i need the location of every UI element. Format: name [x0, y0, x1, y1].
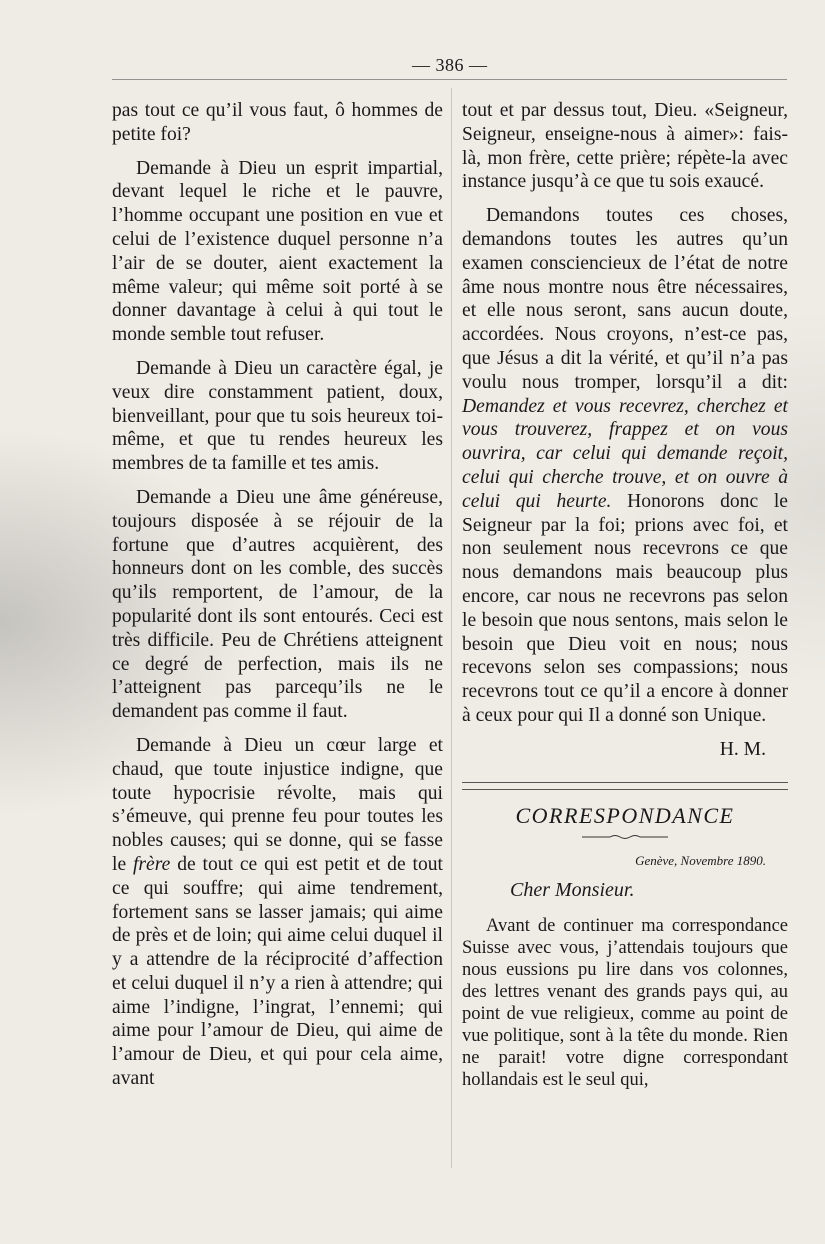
left-column: [112, 99, 443, 1101]
paragraph: Demande à Dieu un caractère égal, je veux dire constamment patient, doux, bienveillant, pour que tu sois heureux toi-même, et que tu rendes heureux les membres de ta famille et tes amis.: [112, 357, 443, 475]
paragraph: [112, 734, 443, 1091]
paragraph-text: Demande à Dieu un cœur large et chaud, que toute injustice indigne, que toute hypocrisie révolte, mais qui s’émeuve, qui prenne feu pour toutes les nobles causes; qui se donne, qui se fasse le: [112, 734, 443, 875]
paragraph: pas tout ce qu’il vous faut, ô hommes de petite foi?: [112, 100, 443, 145]
emphasis: frère: [132, 853, 171, 875]
paragraph: [462, 204, 788, 728]
section-title: CORRESPONDANCE: [515, 802, 735, 828]
header-rule: [112, 79, 787, 80]
paragraph: tout et par dessus tout, Dieu. «Seigneur, Seigneur, enseigne-nous à aimer»: fais-là, mon frère, cette prière; répète-la avec instance jusqu’à ce que tu sois exaucé.: [462, 100, 788, 193]
paragraph-text: de tout ce qui est petit et de tout ce qui souffre; qui aime tendrement, fortement sans se lasser jamais; qui aime de près et de loin; qui aime celui duquel il y a attendre de la réciprocité d’affection et celui duquel il n’y a rien à attendre; qui aime l’indigne, l’ingrat, l’ennemi; qui aime pour l’amour de Dieu, qui aime de l’amour de Dieu, et qui pour cela aime, avant: [112, 853, 443, 1090]
section-divider: [462, 782, 788, 790]
scripture-quote: Demandez et vous recevrez, cherchez et vous trouverez, frappez et on vous ouvrira, car celui qui demande reçoit, celui qui cherche trouve, et on ouvre à celui qui heurte.: [462, 395, 788, 512]
page-number: — 386 —: [412, 55, 488, 75]
flourish-ornament: [580, 833, 670, 841]
salutation: Cher Monsieur.: [510, 879, 635, 902]
letter-paragraph: Avant de continuer ma correspondance Suisse avec vous, j’attendais toujours que nous eussions pu lire dans vos colonnes, des lettres venant des grands pays qui, au point de vue religieux, comme au point de vue politique, sont à la tête du monde. Rien ne parait! votre digne correspondant hollandais est le seul qui,: [462, 915, 788, 1090]
paragraph: Demande a Dieu une âme généreuse, toujours disposée à se réjouir de la fortune que d’autres acquièrent, des honneurs dont on les comble, des succès qu’ils remportent, de l’amour, de la popularité dont ils sont entourés. Ceci est très difficile. Peu de Chrétiens atteignent ce degré de perfection, mais ils ne l’atteignent pas parcequ’ils ne le demandent pas comme il faut.: [112, 486, 443, 723]
right-column: [462, 99, 788, 1101]
paragraph: Demande à Dieu un esprit impartial, devant lequel le riche et le pauvre, l’homme occupant une position en vue et celui de l’existence duquel personne n’a l’air de se douter, aient exactement la même valeur; qui même soit porté à se donner davantage à celui à qui tout le monde semble tout refuser.: [112, 157, 443, 346]
paragraph-text: Honorons donc le Seigneur par la foi; prions avec foi, et non seulement nous recevrons ce que nous demandons mais beaucoup plus encore, car nous ne recevrons pas selon le besoin que nous sentons, mais selon le besoin que Dieu voit en nous; nous recevons selon ses compassions; nous recevrons tout ce qu’il a encore à donner à ceux pour qui Il a donné son Unique.: [462, 490, 788, 726]
paragraph-text: Demandons toutes ces choses, demandons toutes les autres qu’un examen consciencieux de l’état de notre âme nous montre nous être nécessaires, et elle nous seront, sans aucun doute, accordées. Nous croyons, n’est-ce pas, que Jésus a dit la vérité, et qu’il n’a pas voulu nous tromper, lorsqu’il a dit:: [462, 205, 788, 393]
column-divider: [451, 88, 452, 1168]
signature: H. M.: [719, 738, 766, 760]
page-header: [0, 55, 825, 83]
dateline: Genève, Novembre 1890.: [635, 853, 766, 869]
